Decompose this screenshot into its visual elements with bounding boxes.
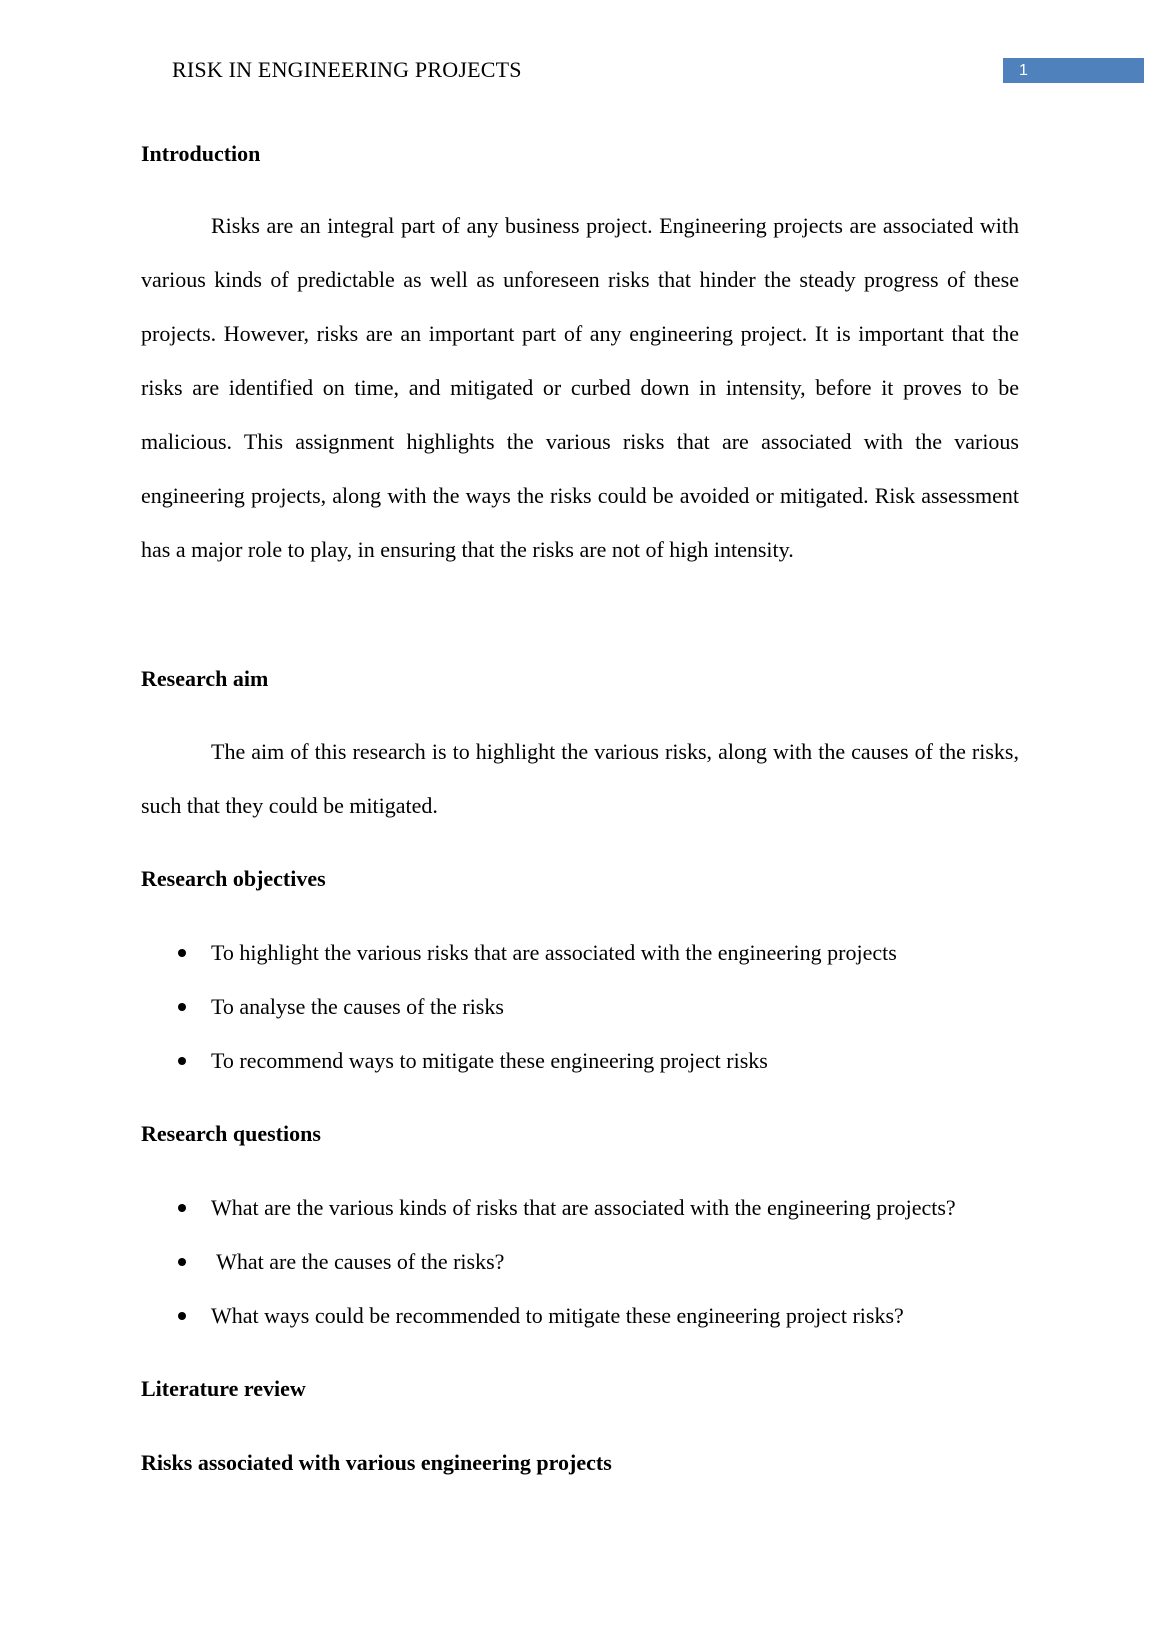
list-item-text: What are the various kinds of risks that are associated with the engineering projects? [211, 1195, 956, 1220]
list-item-text: To analyse the causes of the risks [211, 994, 504, 1019]
research-questions-heading: Research questions [141, 1121, 321, 1146]
bullet-icon [178, 1312, 186, 1320]
bullet-icon [178, 1057, 186, 1065]
list-item [141, 1048, 1019, 1102]
risks-associated-heading: Risks associated with various engineering projects [141, 1450, 612, 1475]
list-item [141, 940, 1019, 994]
page-number: 1 [1003, 58, 1144, 83]
research-objectives-heading: Research objectives [141, 866, 326, 891]
list-item-text: To highlight the various risks that are associated with the engineering projects [211, 940, 897, 965]
list-item [141, 1195, 1019, 1249]
list-item-text: What ways could be recommended to mitigate these engineering project risks? [211, 1303, 904, 1328]
list-item-text: What are the causes of the risks? [211, 1249, 505, 1274]
research-questions-list [141, 1195, 1019, 1357]
list-item-text: To recommend ways to mitigate these engineering project risks [211, 1048, 768, 1073]
bullet-icon [178, 1204, 186, 1212]
research-aim-paragraph: The aim of this research is to highlight the various risks, along with the causes of the risks, such that they could be mitigated. [141, 739, 1019, 818]
list-item [141, 994, 1019, 1048]
bullet-icon [178, 1258, 186, 1266]
list-item [141, 1249, 1019, 1303]
literature-review-heading: Literature review [141, 1376, 306, 1401]
introduction-paragraph: Risks are an integral part of any business project. Engineering projects are associated with various kinds of predictable as well as unforeseen risks that hinder the steady progress of these projects. However, risks are an important part of any engineering project. It is important that the risks are identified on time, and mitigated or curbed down in intensity, before it proves to be malicious. This assignment highlights the various risks that are associated with the various engineering projects, along with the ways the risks could be avoided or mitigated. Risk assessment has a major role to play, in ensuring that the risks are not of high intensity. [141, 213, 1019, 562]
bullet-icon [178, 949, 186, 957]
list-item [141, 1303, 1019, 1357]
bullet-icon [178, 1003, 186, 1011]
research-aim-heading: Research aim [141, 666, 269, 691]
running-title: RISK IN ENGINEERING PROJECTS [172, 57, 522, 82]
introduction-heading: Introduction [141, 141, 261, 166]
research-objectives-list [141, 940, 1019, 1102]
